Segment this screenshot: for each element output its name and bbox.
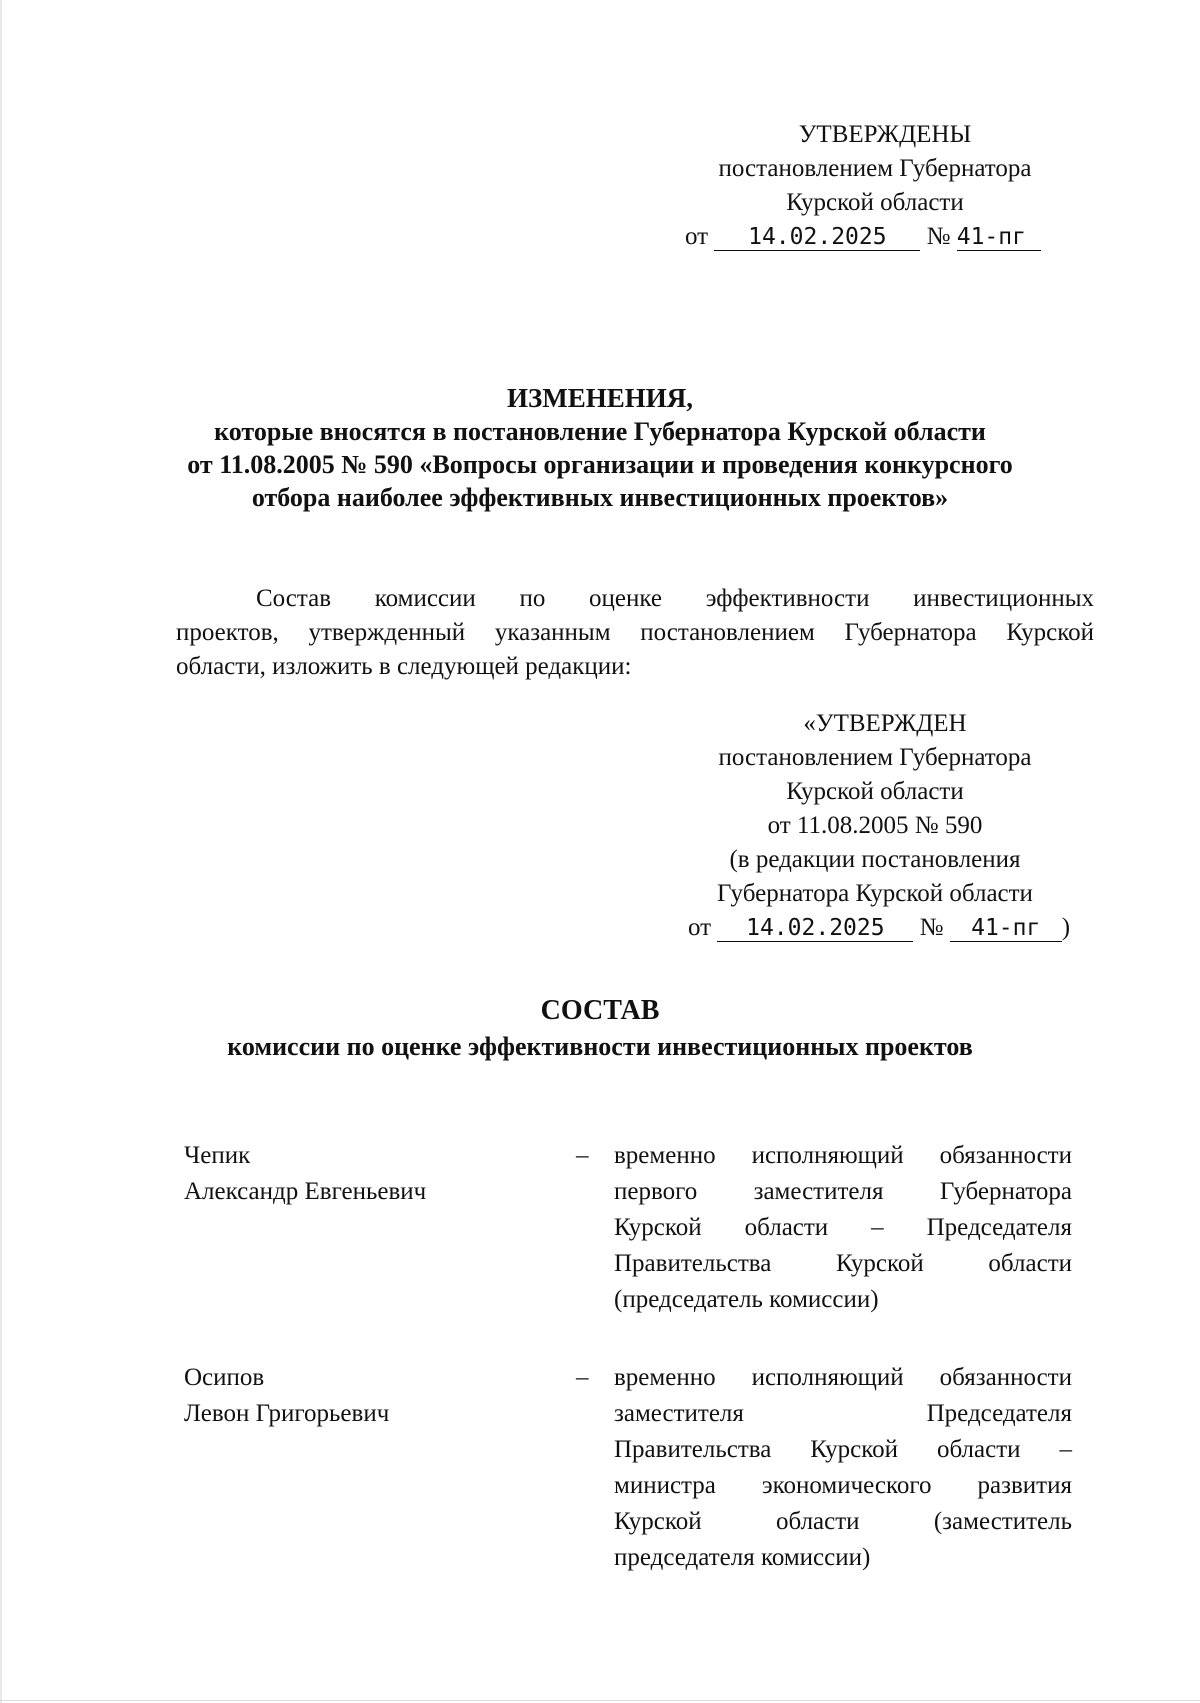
- approval-number: 41-пг: [957, 224, 1041, 251]
- member-given-name: Александр Евгеньевич: [184, 1178, 427, 1205]
- member-dash: –: [576, 1364, 589, 1391]
- approval-line-3: Курской области: [786, 189, 964, 216]
- scan-edge-bottom: [0, 1700, 1200, 1701]
- composition-subtitle: комиссии по оценке эффективности инвестиционных проектов: [227, 1032, 973, 1061]
- member-role-line: (председатель комиссии): [614, 1286, 879, 1313]
- approval-block: [640, 118, 1110, 254]
- composition-title: СОСТАВ: [540, 995, 660, 1026]
- approval-date-prefix: от: [685, 223, 709, 250]
- member-role-line: Курской области (заместитель: [614, 1508, 1072, 1535]
- heading-line-3: от 11.08.2005 № 590 «Вопросы организации и проведения конкурсного: [187, 450, 1013, 479]
- heading-line-2: которые вносятся в постановление Губернатора Курской области: [214, 417, 986, 446]
- heading-title: ИЗМЕНЕНИЯ,: [506, 383, 693, 413]
- member-role-line: временно исполняющий обязанности: [614, 1364, 1072, 1391]
- approval2-line-4: от 11.08.2005 № 590: [767, 812, 983, 839]
- approval2-date-prefix: от: [688, 914, 712, 941]
- approval2-number: 41-пг: [950, 915, 1062, 942]
- approval2-block: [640, 707, 1110, 945]
- member-given-name: Левон Григорьевич: [184, 1400, 390, 1427]
- heading-block: [130, 382, 1070, 514]
- approval2-line-3: Курской области: [786, 778, 964, 805]
- member-role-line: министра экономического развития: [614, 1472, 1072, 1499]
- member-role-line: председателя комиссии): [614, 1544, 871, 1571]
- member-role: [614, 1138, 1072, 1318]
- member-role-line: Правительства Курской области: [614, 1250, 1072, 1277]
- member-role-line: первого заместителя Губернатора: [614, 1178, 1072, 1205]
- member-role-line: Правительства Курской области –: [614, 1436, 1072, 1463]
- member-role-line: Курской области – Председателя: [614, 1214, 1072, 1241]
- approval2-close: ): [1061, 914, 1071, 941]
- body-paragraph: [176, 582, 1094, 684]
- approval2-date-line: [640, 911, 1110, 945]
- member-surname: Осипов: [184, 1364, 265, 1391]
- member-role-line: заместителя Председателя: [614, 1400, 1072, 1427]
- heading-line-4: отбора наиболее эффективных инвестиционных проектов»: [251, 483, 949, 512]
- approval-date-line: [640, 220, 1110, 254]
- scan-edge-left: [0, 0, 2, 1703]
- composition-heading: [130, 993, 1070, 1065]
- member-dash: –: [576, 1142, 589, 1169]
- member-role: [614, 1360, 1072, 1576]
- approval-title: УТВЕРЖДЕНЫ: [798, 121, 972, 148]
- body-line-1: Состав комиссии по оценке эффективности инвестиционных: [256, 585, 1094, 612]
- approval2-line-5: (в редакции постановления: [729, 846, 1021, 873]
- member-role-line: временно исполняющий обязанности: [614, 1142, 1072, 1169]
- approval2-date: 14.02.2025: [717, 915, 913, 942]
- approval-line-2: постановлением Губернатора: [718, 155, 1032, 182]
- approval-num-prefix: №: [926, 223, 951, 250]
- body-line-3: области, изложить в следующей редакции:: [176, 653, 632, 680]
- body-line-2: проектов, утвержденный указанным постановлением Губернатора Курской: [176, 619, 1094, 646]
- approval-date: 14.02.2025: [714, 224, 920, 251]
- approval2-num-prefix: №: [919, 914, 944, 941]
- approval2-title: «УТВЕРЖДЕН: [803, 710, 967, 737]
- member-surname: Чепик: [184, 1142, 251, 1169]
- approval2-line-6: Губернатора Курской области: [717, 880, 1033, 907]
- approval2-line-2: постановлением Губернатора: [718, 744, 1032, 771]
